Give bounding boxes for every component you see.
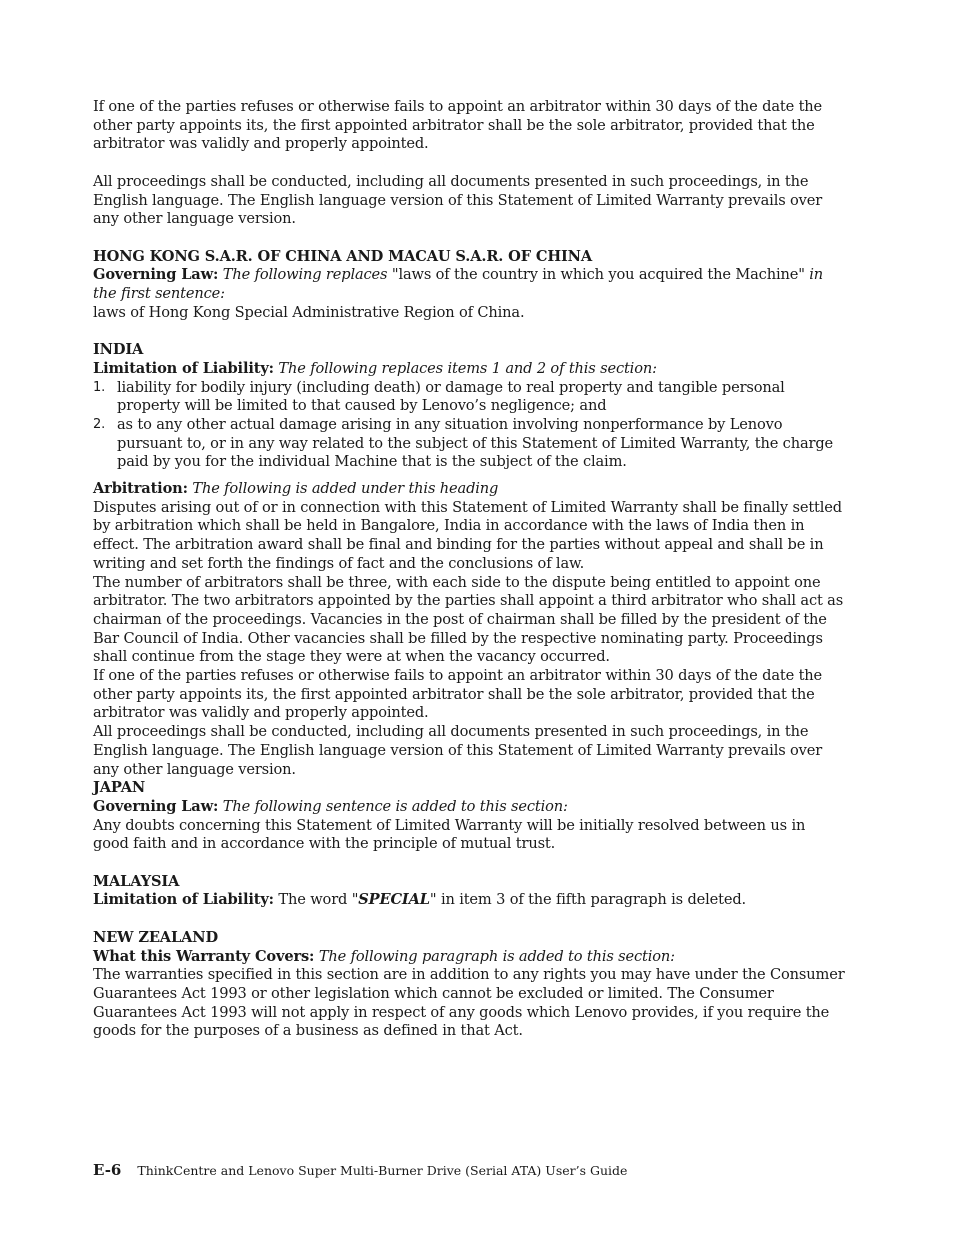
india-liability-list [93, 379, 845, 473]
india-limitation-of-liability [93, 360, 845, 379]
hong-kong-intro-a: The following replaces [222, 266, 388, 284]
arbitration-label: Arbitration: [93, 480, 188, 498]
list-item-number: 1. [93, 379, 106, 395]
paragraph-language: All proceedings shall be conducted, including all documents presented in such proceedings, in the English language. The English language version of this Statement of Limited Warranty prevails over any other language version. [93, 172, 823, 228]
hong-kong-intro-b: in the first sentence: [93, 266, 824, 302]
arbitration-paragraph: If one of the parties refuses or otherwise fails to appoint an arbitrator within 30 days of the date the other party appoints its, the first appointed arbitrator shall be the sole arbitrator, provided that the arbitrator was validly and properly appointed. [93, 667, 823, 722]
governing-law-label: Governing Law: [93, 266, 219, 284]
footer-title: ThinkCentre and Lenovo Super Multi-Burner Drive (Serial ATA) User’s Guide [137, 1163, 628, 1178]
section-india [93, 341, 845, 779]
india-arbitration-heading [93, 480, 845, 499]
warranty-covers-label: What this Warranty Covers: [93, 947, 315, 965]
section-heading-new-zealand: NEW ZEALAND [93, 928, 218, 946]
new-zealand-warranty-covers [93, 948, 845, 967]
malaysia-limitation-of-liability [93, 891, 845, 910]
arbitration-intro: The following is added under this heading [192, 480, 499, 498]
arbitration-paragraph: The number of arbitrators shall be three, with each side to the dispute being entitled to appoint one arbitrator. The two arbitrators appointed by the parties shall appoint a third arbitrator who shall act as chairman of the proceedings. Vacancies in the post of chairman shall be filled by the president of the Bar Council of India. Other vacancies shall be filled by the respective nominating party. Proceedings shall continue from the stage they were at when the vacancy occurred. [93, 573, 844, 666]
limitation-of-liability-label: Limitation of Liability: [93, 359, 274, 377]
list-item-number: 2. [93, 416, 106, 432]
section-hong-kong [93, 248, 845, 323]
hong-kong-body: laws of Hong Kong Special Administrative Region of China. [93, 303, 525, 321]
section-heading-japan: JAPAN [93, 779, 146, 797]
page-number: E-6 [93, 1161, 122, 1179]
arbitration-paragraph: All proceedings shall be conducted, including all documents presented in such proceedings, in the English language. The English language version of this Statement of Limited Warranty prevails over any other language version. [93, 723, 823, 778]
document-body [93, 98, 845, 1060]
arbitration-paragraph: Disputes arising out of or in connection with this Statement of Limited Warranty shall be finally settled by arbitration which shall be held in Bangalore, India in accordance with the laws of India then in effect. The arbitration award shall be final and binding for the parties without appeal and shall be in writing and set forth the findings of fact and the conclusions of law. [93, 498, 842, 572]
new-zealand-body: The warranties specified in this section are in addition to any rights you may have under the Consumer Guarantees Act 1993 or other legislation which cannot be excluded or limited. The Consumer Guarantees Act 1993 will not apply in respect of any goods which Lenovo provides, if you require the goods for the purposes of a business as defined in that Act. [93, 966, 845, 1040]
malaysia-text-b: " in item 3 of the fifth paragraph is deleted. [429, 891, 747, 909]
hong-kong-quote: "laws of the country in which you acquired the Machine" [391, 266, 805, 284]
special-word: SPECIAL [358, 891, 430, 909]
section-malaysia [93, 873, 845, 910]
malaysia-text-a: The word " [278, 891, 359, 909]
hong-kong-governing-law [93, 266, 845, 303]
page-footer [93, 1161, 627, 1179]
india-limitation-intro: The following replaces items 1 and 2 of this section: [278, 359, 657, 377]
japan-body: Any doubts concerning this Statement of Limited Warranty will be initially resolved between us in good faith and in accordance with the principle of mutual trust. [93, 816, 806, 853]
section-heading-malaysia: MALAYSIA [93, 872, 180, 890]
list-item-text: liability for bodily injury (including death) or damage to real property and tangible personal property will be limited to that caused by Lenovo’s negligence; and [117, 378, 785, 415]
governing-law-label: Governing Law: [93, 797, 219, 815]
list-item-text: as to any other actual damage arising in any situation involving nonperformance by Lenovo pursuant to, or in any way related to the subject of this Statement of Limited Warranty, the charge paid by you for the individual Machine that is the subject of the claim. [117, 415, 834, 471]
section-new-zealand [93, 929, 845, 1041]
japan-intro: The following sentence is added to this section: [222, 797, 568, 815]
list-item [93, 379, 845, 416]
new-zealand-intro: The following paragraph is added to this section: [318, 947, 675, 965]
section-japan [93, 779, 845, 854]
paragraph-arbitrator-appointment: If one of the parties refuses or otherwise fails to appoint an arbitrator within 30 days of the date the other party appoints its, the first appointed arbitrator shall be the sole arbitrator, provided that the arbitrator was validly and properly appointed. [93, 98, 823, 153]
japan-governing-law [93, 798, 845, 817]
list-item [93, 416, 845, 472]
section-heading-india: INDIA [93, 341, 144, 359]
section-heading-hong-kong: HONG KONG S.A.R. OF CHINA AND MACAU S.A.R. OF CHINA [93, 247, 593, 265]
limitation-of-liability-label: Limitation of Liability: [93, 891, 274, 909]
